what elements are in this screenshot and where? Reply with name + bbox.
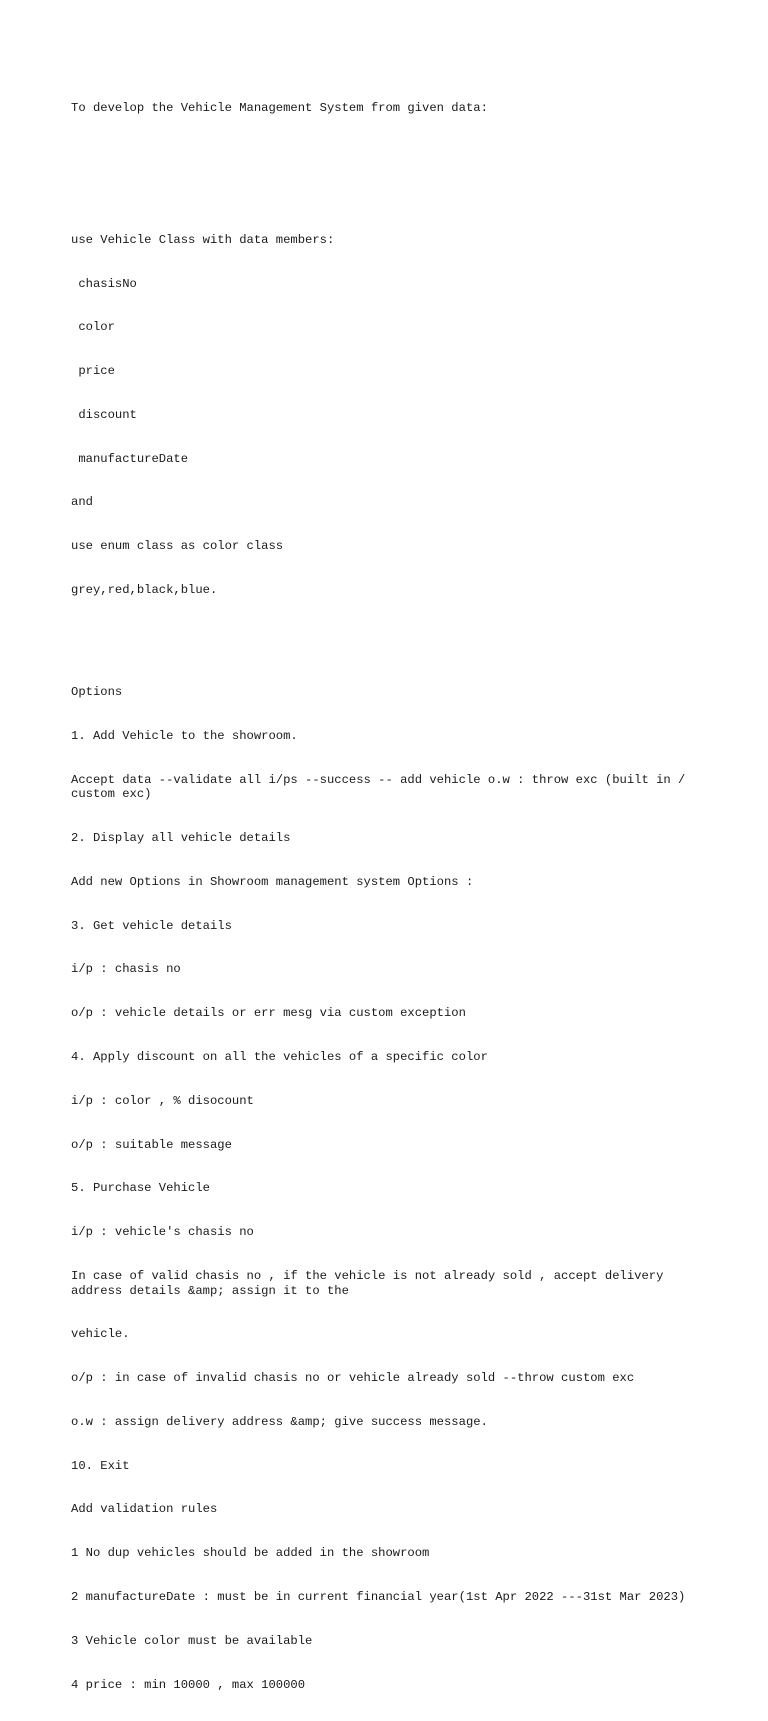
member-item: price bbox=[71, 364, 115, 379]
member-item: chasisNo bbox=[71, 276, 137, 291]
options-line: 5. Purchase Vehicle bbox=[71, 1181, 210, 1196]
options-line: o/p : suitable message bbox=[71, 1137, 232, 1152]
options-line: i/p : chasis no bbox=[71, 962, 181, 977]
options-line: 2 manufactureDate : must be in current financial year(1st Apr 2022 ---31st Mar 2023) bbox=[71, 1589, 686, 1604]
options-line: 4 price : min 10000 , max 100000 bbox=[71, 1677, 306, 1692]
options-line: vehicle. bbox=[71, 1327, 130, 1342]
member-item: discount bbox=[71, 407, 137, 422]
options-line: i/p : vehicle's chasis no bbox=[71, 1225, 254, 1240]
options-line: 2. Display all vehicle details bbox=[71, 831, 291, 846]
member-item: color bbox=[71, 320, 115, 335]
options-line: 10. Exit bbox=[71, 1458, 130, 1473]
options-line: o/p : vehicle details or err mesg via custom exception bbox=[71, 1006, 466, 1021]
class-intro: use Vehicle Class with data members: bbox=[71, 232, 335, 247]
options-line: Accept data --validate all i/ps --success -- add vehicle o.w : throw exc (built in / custom exc) bbox=[71, 772, 693, 802]
colors-line: grey,red,black,blue. bbox=[71, 583, 218, 597]
spacer bbox=[71, 627, 701, 642]
document-body bbox=[71, 72, 701, 1721]
spacer bbox=[71, 145, 701, 189]
options-line: Add new Options in Showroom management system Options : bbox=[71, 874, 474, 889]
options-line: 1. Add Vehicle to the showroom. bbox=[71, 728, 298, 743]
enum-line: use enum class as color class bbox=[71, 539, 284, 554]
member-item: manufactureDate bbox=[71, 451, 189, 466]
document-title: To develop the Vehicle Management System from given data: bbox=[71, 101, 488, 116]
options-line: In case of valid chasis no , if the vehicle is not already sold , accept delivery address details &amp; assign it to the bbox=[71, 1268, 671, 1298]
options-line: 3. Get vehicle details bbox=[71, 918, 232, 933]
options-line: i/p : color , % disocount bbox=[71, 1093, 254, 1108]
options-line: 1 No dup vehicles should be added in the showroom bbox=[71, 1546, 430, 1561]
options-line: 4. Apply discount on all the vehicles of a specific color bbox=[71, 1050, 488, 1064]
options-line: o.w : assign delivery address &amp; give success message. bbox=[71, 1414, 488, 1429]
options-line: Add validation rules bbox=[71, 1502, 218, 1517]
options-line: o/p : in case of invalid chasis no or vehicle already sold --throw custom exc bbox=[71, 1371, 635, 1386]
options-line: 3 Vehicle color must be available bbox=[71, 1633, 313, 1648]
options-heading: Options bbox=[71, 685, 123, 700]
and-line: and bbox=[71, 495, 93, 510]
